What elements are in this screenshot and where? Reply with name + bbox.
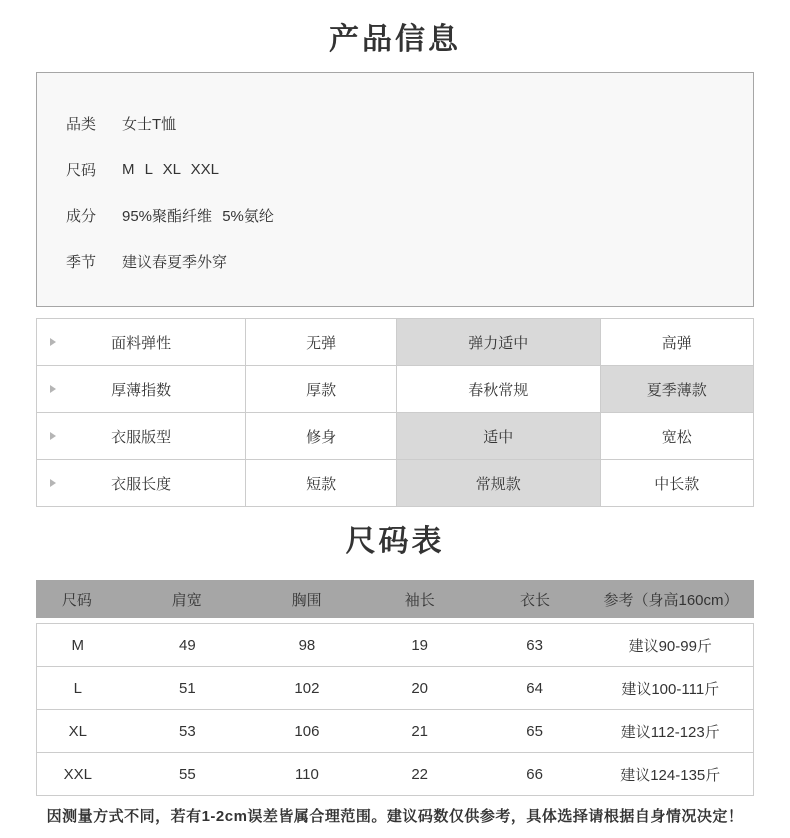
size-cell: 建议112-123斤 xyxy=(620,723,720,741)
attr-option-cell: 中长款 xyxy=(600,460,753,507)
triangle-right-icon xyxy=(50,385,56,393)
size-cell: 21 xyxy=(411,722,429,740)
size-cell: 49 xyxy=(179,636,196,654)
attr-option-cell-selected: 夏季薄款 xyxy=(600,366,753,413)
attr-option-cell: 无弹 xyxy=(246,319,397,366)
info-label: 成分 xyxy=(66,207,97,225)
size-cell: XXL xyxy=(63,765,92,783)
size-chart-header-row xyxy=(36,580,754,618)
size-cell: L xyxy=(73,679,82,697)
attr-option-cell: 厚款 xyxy=(246,366,397,413)
attr-row-label-cell xyxy=(37,413,246,460)
size-cell: 65 xyxy=(526,722,543,740)
size-cell: 19 xyxy=(411,636,429,654)
size-chart-header: 尺码 xyxy=(61,591,92,609)
size-chart-row-m xyxy=(37,624,753,666)
info-row-season xyxy=(37,238,753,284)
attr-option-cell: 宽松 xyxy=(600,413,753,460)
size-cell: 64 xyxy=(526,679,543,697)
size-cell: 55 xyxy=(179,765,196,783)
attr-row-label-cell xyxy=(37,319,246,366)
attr-row-fit xyxy=(37,413,754,460)
size-chart-row-l xyxy=(37,666,753,709)
attr-row-label: 面料弹性 xyxy=(111,334,172,352)
size-chart-body xyxy=(36,623,754,796)
size-cell: 102 xyxy=(294,679,320,697)
attr-option-cell-selected: 弹力适中 xyxy=(396,319,600,366)
size-chart-row-xl xyxy=(37,709,753,752)
page-title: 产品信息 xyxy=(329,23,461,56)
size-cell: 106 xyxy=(294,722,320,740)
size-chart-header: 胸围 xyxy=(291,591,322,609)
size-chart-header: 肩宽 xyxy=(171,591,202,609)
triangle-right-icon xyxy=(50,479,56,487)
size-cell: 20 xyxy=(411,679,429,697)
product-info-box xyxy=(36,72,754,307)
size-chart-header: 袖长 xyxy=(404,591,435,609)
size-chart-header: 参考（身高160cm） xyxy=(603,591,739,609)
measurement-disclaimer: 因测量方式不同，若有1-2cm误差皆属合理范围。建议码数仅供参考，具体选择请根据自身情况决定！ xyxy=(46,808,744,825)
attr-row-label: 衣服版型 xyxy=(111,428,172,446)
info-label: 品类 xyxy=(66,115,97,133)
size-cell: 98 xyxy=(298,636,316,654)
size-cell: 66 xyxy=(526,765,543,783)
size-cell: XL xyxy=(68,722,87,740)
info-label: 季节 xyxy=(66,253,97,271)
size-cell: 51 xyxy=(179,679,196,697)
attr-row-label: 厚薄指数 xyxy=(111,381,172,399)
attribute-table xyxy=(36,318,754,507)
attr-option-cell: 高弹 xyxy=(600,319,753,366)
size-chart-title: 尺码表 xyxy=(345,525,445,558)
info-value: 女士T恤 xyxy=(122,115,177,133)
attr-option-cell-selected: 适中 xyxy=(396,413,600,460)
size-chart-header: 衣长 xyxy=(519,591,550,609)
info-value: 建议春夏季外穿 xyxy=(122,253,228,271)
attr-option-cell: 春秋常规 xyxy=(396,366,600,413)
attr-row-elasticity xyxy=(37,319,754,366)
size-cell: 53 xyxy=(179,722,196,740)
info-value: 95%聚酯纤维 5%氨纶 xyxy=(122,207,274,225)
size-cell: 63 xyxy=(526,636,543,654)
size-cell: 建议124-135斤 xyxy=(620,766,721,784)
triangle-right-icon xyxy=(50,338,56,346)
info-label: 尺码 xyxy=(66,161,97,179)
attr-row-label-cell xyxy=(37,460,246,507)
size-cell: 22 xyxy=(411,765,429,783)
attr-row-thickness xyxy=(37,366,754,413)
attr-option-cell-selected: 常规款 xyxy=(396,460,600,507)
attr-option-cell: 短款 xyxy=(246,460,397,507)
info-row-category xyxy=(37,100,753,146)
attr-row-label: 衣服长度 xyxy=(111,475,172,493)
triangle-right-icon xyxy=(50,432,56,440)
attr-option-cell: 修身 xyxy=(246,413,397,460)
info-row-composition xyxy=(37,192,753,238)
size-cell: 110 xyxy=(294,765,319,783)
size-cell: M xyxy=(71,636,85,654)
size-cell: 建议90-99斤 xyxy=(628,637,712,655)
size-chart-row-xxl xyxy=(37,752,753,795)
size-cell: 建议100-111斤 xyxy=(621,680,720,698)
attr-row-label-cell xyxy=(37,366,246,413)
info-row-sizes xyxy=(37,146,753,192)
attr-row-length xyxy=(37,460,754,507)
info-value: M L XL XXL xyxy=(122,160,219,178)
